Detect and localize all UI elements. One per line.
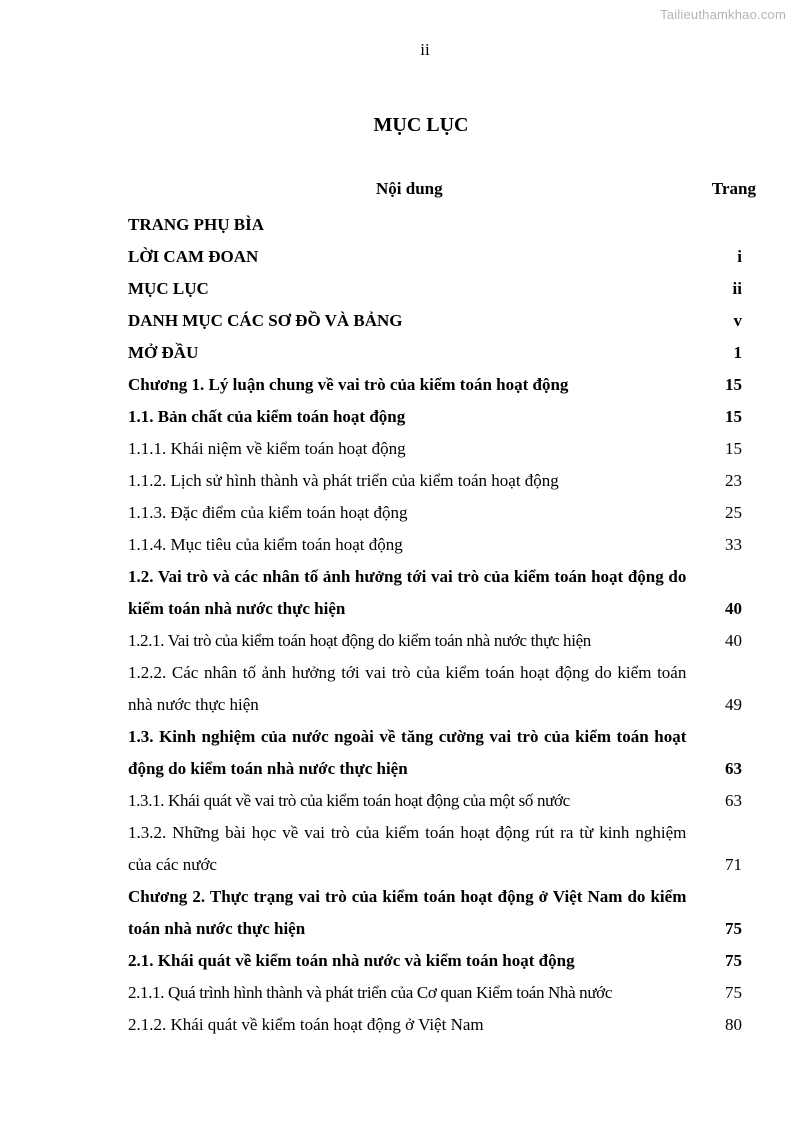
toc-entry-title: 1.1. Bản chất của kiểm toán hoạt động <box>128 407 406 426</box>
toc-entry <box>128 369 756 401</box>
toc-entry-page: 75 <box>725 983 742 1002</box>
toc-entry-title: 2.1.1. Quá trình hình thành và phát triển của Cơ quan Kiểm toán Nhà nước <box>128 983 613 1002</box>
toc-entry-title: 2.1. Khái quát về kiểm toán nhà nước và kiểm toán hoạt động <box>128 951 575 970</box>
toc-entry <box>128 273 756 305</box>
toc-entry-page: ii <box>732 279 742 298</box>
toc-entry-title: 1.3.2. Những bài học về vai trò của kiểm toán hoạt động rút ra từ kinh nghiệm của các nước <box>128 823 687 874</box>
toc-entry-title: LỜI CAM ĐOAN <box>128 247 259 266</box>
toc-entry-page: i <box>737 247 742 266</box>
toc-entry-title: Chương 2. Thực trạng vai trò của kiểm toán hoạt động ở Việt Nam do kiểm toán nhà nước thực hiện <box>128 887 687 938</box>
toc-entry <box>128 785 756 817</box>
table-of-contents <box>128 209 756 1041</box>
toc-entry-title: 1.3.1. Khái quát về vai trò của kiểm toán hoạt động của một số nước <box>128 791 570 810</box>
page-number: ii <box>420 40 430 59</box>
toc-entry <box>128 721 756 785</box>
toc-entry-page: 75 <box>725 951 742 970</box>
toc-entry-page: 40 <box>725 631 742 650</box>
toc-entry <box>128 337 756 369</box>
toc-entry <box>128 497 756 529</box>
toc-entry-page: 63 <box>725 791 742 810</box>
toc-entry <box>128 241 756 273</box>
toc-entry-page: 1 <box>733 343 742 362</box>
toc-header <box>0 179 794 203</box>
toc-entry <box>128 209 756 241</box>
toc-entry-page: 15 <box>725 407 742 426</box>
toc-entry-page: 33 <box>725 535 742 554</box>
toc-entry-title: 1.1.4. Mục tiêu của kiểm toán hoạt động <box>128 535 403 554</box>
toc-entry-page: 23 <box>725 471 742 490</box>
toc-entry-page: 75 <box>725 919 742 938</box>
toc-entry-title: MỞ ĐẦU <box>128 343 199 362</box>
toc-entry-title: 1.2.1. Vai trò của kiểm toán hoạt động do kiểm toán nhà nước thực hiện <box>128 631 591 650</box>
toc-entry <box>128 881 756 945</box>
toc-entry-title: DANH MỤC CÁC SƠ ĐỒ VÀ BẢNG <box>128 311 403 330</box>
toc-entry-title: 1.3. Kinh nghiệm của nước ngoài về tăng cường vai trò của kiểm toán hoạt động do kiểm toán nhà nước thực hiện <box>128 727 687 778</box>
toc-entry-page: 15 <box>725 439 742 458</box>
toc-entry-page: 71 <box>725 855 742 874</box>
toc-entry-title: 1.1.2. Lịch sử hình thành và phát triển của kiểm toán hoạt động <box>128 471 559 490</box>
watermark: Tailieuthamkhao.com <box>660 7 786 22</box>
toc-entry <box>128 529 756 561</box>
toc-entry-page: 15 <box>725 375 742 394</box>
toc-entry-page: v <box>733 311 742 330</box>
toc-entry-title: TRANG PHỤ BÌA <box>128 215 265 234</box>
toc-entry <box>128 625 756 657</box>
toc-entry-title: MỤC LỤC <box>128 279 209 298</box>
toc-entry <box>128 977 756 1009</box>
toc-entry <box>128 433 756 465</box>
toc-entry-page: 25 <box>725 503 742 522</box>
toc-entry-title: 1.2.2. Các nhân tố ảnh hưởng tới vai trò của kiểm toán hoạt động do kiểm toán nhà nước thực hiện <box>128 663 687 714</box>
toc-entry-page: 63 <box>725 759 742 778</box>
toc-entry-title: 2.1.2. Khái quát về kiểm toán hoạt động ở Việt Nam <box>128 1015 484 1034</box>
toc-entry <box>128 465 756 497</box>
column-header-page: Trang <box>711 179 756 198</box>
toc-entry-title: Chương 1. Lý luận chung về vai trò của kiểm toán hoạt động <box>128 375 569 394</box>
toc-entry <box>128 657 756 721</box>
toc-entry <box>128 561 756 625</box>
toc-entry-title: 1.2. Vai trò và các nhân tố ảnh hưởng tới vai trò của kiểm toán hoạt động do kiểm toán nhà nước thực hiện <box>128 567 687 618</box>
toc-entry-title: 1.1.3. Đặc điểm của kiểm toán hoạt động <box>128 503 408 522</box>
toc-entry <box>128 305 756 337</box>
toc-entry-page: 49 <box>725 695 742 714</box>
toc-entry-page: 80 <box>725 1015 742 1034</box>
toc-entry <box>128 401 756 433</box>
toc-entry <box>128 945 756 977</box>
page-title: MỤC LỤC <box>373 114 469 136</box>
toc-entry <box>128 1009 756 1041</box>
toc-entry-title: 1.1.1. Khái niệm về kiểm toán hoạt động <box>128 439 406 458</box>
toc-entry-page: 40 <box>725 599 742 618</box>
toc-entry <box>128 817 756 881</box>
column-header-content: Nội dung <box>376 179 443 198</box>
